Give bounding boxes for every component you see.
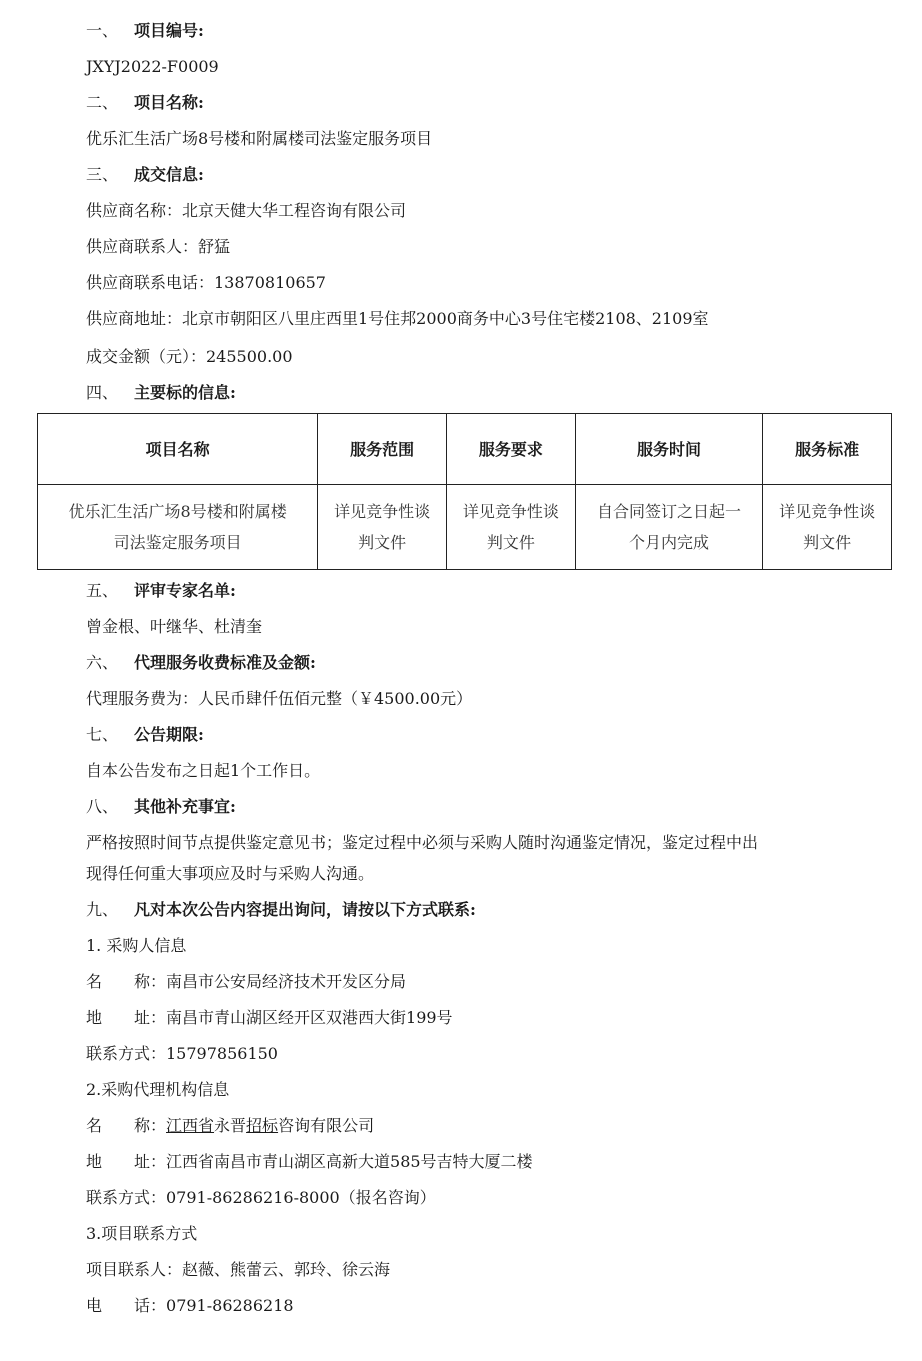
table-header: 服务要求 (446, 414, 575, 485)
cell-line: 优乐汇生活广场8号楼和附属楼 (68, 502, 287, 521)
buyer-address (86, 1006, 453, 1030)
buyer-phone: 联系方式：15797856150 (86, 1044, 278, 1063)
project-code: JXYJ2022-F0009 (86, 57, 219, 76)
cell-line: 详见竞争性谈 (334, 502, 431, 521)
subject-table (37, 413, 892, 570)
supplier-contact: 供应商联系人：舒猛 (86, 237, 231, 256)
section-number: 六、 (86, 653, 119, 672)
table-header: 服务时间 (575, 414, 763, 485)
supplier-phone: 供应商联系电话：13870810657 (86, 273, 326, 292)
section-5-heading (86, 579, 236, 603)
table-cell (575, 485, 763, 570)
table-header: 项目名称 (38, 414, 318, 485)
table-header: 服务范围 (318, 414, 447, 485)
cell-line: 自合同签订之日起一 (596, 502, 741, 521)
section-title: 其他补充事宜: (134, 797, 236, 816)
section-number: 七、 (86, 725, 119, 744)
section-number: 三、 (86, 165, 119, 184)
field-value: 南昌市青山湖区经开区双港西大街199号 (166, 1008, 453, 1027)
agent-name-link[interactable]: 江西省 (166, 1116, 215, 1135)
section-title: 主要标的信息: (134, 383, 236, 402)
cell-line: 个月内完成 (628, 533, 709, 552)
section-title: 代理服务收费标准及金额: (134, 653, 316, 672)
table-header: 服务标准 (763, 414, 892, 485)
notice-period: 自本公告发布之日起1个工作日。 (86, 761, 321, 780)
section-4-heading (86, 381, 236, 405)
section-title: 公告期限: (134, 725, 204, 744)
field-label: 地 址： (86, 1152, 167, 1171)
section-1-heading (86, 19, 204, 43)
cell-line: 判文件 (486, 533, 535, 552)
section-number: 二、 (86, 93, 119, 112)
field-value: 咨询有限公司 (278, 1116, 375, 1135)
section-title: 项目名称: (134, 93, 204, 112)
field-value: 0791-86286218 (166, 1296, 294, 1315)
buyer-heading: 1. 采购人信息 (86, 936, 187, 955)
section-9-heading (86, 898, 476, 922)
cell-line: 详见竞争性谈 (462, 502, 559, 521)
section-number: 四、 (86, 383, 119, 402)
section-number: 五、 (86, 581, 119, 600)
section-8-heading (86, 795, 236, 819)
agent-name (86, 1114, 374, 1138)
other-matters-line: 严格按照时间节点提供鉴定意见书；鉴定过程中必须与采购人随时沟通鉴定情况，鉴定过程中出 (86, 833, 759, 852)
agent-address (86, 1150, 533, 1174)
field-value: 江西省南昌市青山湖区高新大道585号吉特大厦二楼 (166, 1152, 533, 1171)
other-matters-line: 现得任何重大事项应及时与采购人沟通。 (86, 864, 375, 883)
table-header-row (38, 414, 892, 485)
section-number: 九、 (86, 900, 119, 919)
field-value: 南昌市公安局经济技术开发区分局 (166, 972, 407, 991)
section-number: 一、 (86, 21, 119, 40)
cell-line: 判文件 (358, 533, 407, 552)
section-6-heading (86, 651, 316, 675)
supplier-name: 供应商名称：北京天健大华工程咨询有限公司 (86, 201, 407, 220)
agent-phone: 联系方式：0791-86286216-8000（报名咨询） (86, 1188, 436, 1207)
cell-line: 司法鉴定服务项目 (113, 533, 242, 552)
section-2-heading (86, 91, 204, 115)
project-contact-heading: 3.项目联系方式 (86, 1224, 198, 1243)
field-label: 名 称： (86, 1116, 167, 1135)
table-cell (318, 485, 447, 570)
project-name: 优乐汇生活广场8号楼和附属楼司法鉴定服务项目 (86, 129, 433, 148)
supplier-address: 供应商地址：北京市朝阳区八里庄西里1号住邦2000商务中心3号住宅楼2108、2109室 (86, 309, 709, 328)
expert-list: 曾金根、叶继华、杜清奎 (86, 617, 263, 636)
section-title: 评审专家名单: (134, 581, 236, 600)
deal-amount: 成交金额（元）：245500.00 (86, 347, 293, 366)
table-cell (446, 485, 575, 570)
section-title: 凡对本次公告内容提出询问，请按以下方式联系: (134, 900, 476, 919)
field-label: 名 称： (86, 972, 167, 991)
cell-line: 详见竞争性谈 (779, 502, 876, 521)
agent-name-link[interactable]: 招标 (246, 1116, 279, 1135)
agency-fee: 代理服务费为：人民币肆仟伍佰元整（￥4500.00元） (86, 689, 473, 708)
section-number: 八、 (86, 797, 119, 816)
section-title: 成交信息: (134, 165, 204, 184)
cell-line: 判文件 (803, 533, 852, 552)
table-cell (38, 485, 318, 570)
project-contact-people: 项目联系人：赵薇、熊蕾云、郭玲、徐云海 (86, 1260, 391, 1279)
section-7-heading (86, 723, 204, 747)
table-cell (763, 485, 892, 570)
section-3-heading (86, 163, 204, 187)
section-title: 项目编号: (134, 21, 204, 40)
field-value: 永晋 (214, 1116, 247, 1135)
field-label: 电 话： (86, 1296, 167, 1315)
table-row (38, 485, 892, 570)
agent-heading: 2.采购代理机构信息 (86, 1080, 230, 1099)
field-label: 地 址： (86, 1008, 167, 1027)
buyer-name (86, 970, 406, 994)
project-contact-phone (86, 1294, 294, 1318)
